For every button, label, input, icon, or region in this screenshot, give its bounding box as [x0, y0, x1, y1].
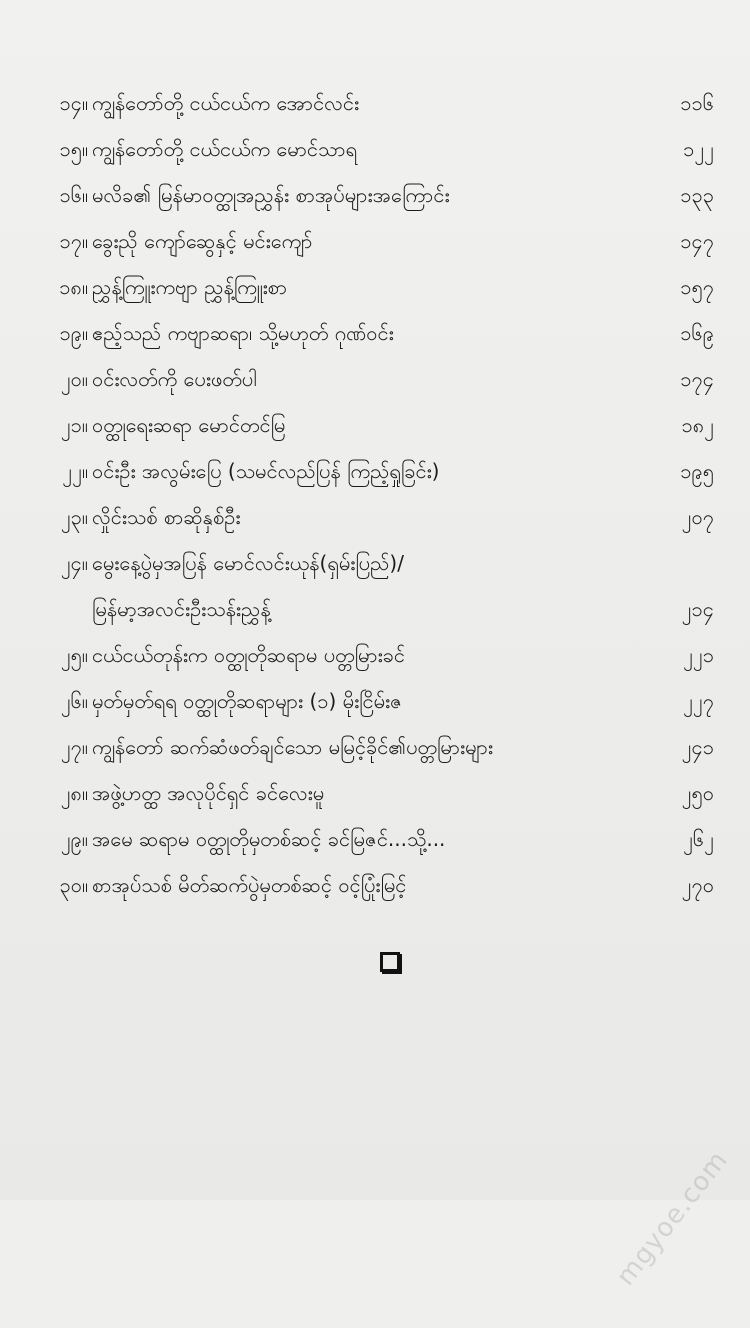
toc-entry-title	[92, 80, 652, 126]
toc-entry-page-number: ၁၈၂	[681, 413, 714, 437]
toc-entry-page-number: ၂၇၀	[681, 873, 714, 897]
toc-entry-title	[92, 126, 652, 172]
toc-entry-page-number: ၁၁၆	[680, 91, 714, 115]
toc-entry-title	[92, 402, 652, 448]
toc-entry-number: ၁၆။	[59, 183, 88, 207]
toc-entry-title-line: ကျွန်တော်တို့ ငယ်ငယ်က မောင်သာရ	[92, 137, 358, 161]
toc-entry-title-line: မလိခ၏ မြန်မာ၀တ္ထုအညွှန်း စာအုပ်များအကြောင်း	[92, 183, 450, 207]
toc-entry-page-number: ၁၆၉	[680, 321, 714, 345]
toc-entry-title	[92, 770, 652, 816]
toc-entry-page-number: ၂၀၇	[681, 505, 714, 529]
toc-entry-number: ၁၅။	[59, 137, 88, 161]
toc-entry-number: ၂၃။	[60, 505, 88, 529]
toc-entry-title-line: ဝတ္ထုရေးဆရာ မောင်တင်မြ	[92, 413, 286, 437]
toc-entry	[0, 402, 750, 448]
toc-entry-page-number: ၂၆၂	[683, 827, 714, 851]
toc-entry	[0, 494, 750, 540]
toc-entry-title-line: ကျွန်တော် ဆက်ဆံဖတ်ချင်သော မမြင့်ခိုင်၏ပတ္တမြားများ	[92, 735, 493, 759]
toc-entry	[0, 264, 750, 310]
toc-entry-page-number: ၂၁၄	[681, 597, 714, 621]
toc-entry-title-line: ဝင်းဦး အလွမ်းပြေ (သမင်လည်ပြန် ကြည့်ရှုခြင်း)	[92, 459, 440, 483]
toc-entry-title	[92, 724, 652, 770]
toc-entry	[0, 126, 750, 172]
toc-entry-page-number: ၂၂၁	[683, 643, 714, 667]
toc-entry-number: ၁၉။	[59, 321, 88, 345]
toc-entry-title-line: မြန်မာ့အလင်းဦးသန်းညွှန့်	[92, 597, 271, 621]
toc-entry	[0, 310, 750, 356]
toc-entry-title	[92, 264, 652, 310]
toc-entry	[0, 632, 750, 678]
toc-entry-page-number: ၁၂၂	[683, 137, 714, 161]
toc-entry-number: ၁၈။	[59, 275, 88, 299]
toc-entry-title-line: ခွေးညို ကျော်ဆွေနှင့် မင်းကျော်	[92, 229, 313, 253]
toc-entry	[0, 172, 750, 218]
toc-entry-title-line: အမေ ဆရာမ ဝတ္ထုတိုမှတစ်ဆင့် ခင်မြဇင်...သို့...	[92, 827, 446, 851]
toc-entry	[0, 540, 750, 632]
toc-entry	[0, 448, 750, 494]
toc-entry-number: ၂၁။	[60, 413, 88, 437]
toc-entry-page-number: ၁၉၅	[680, 459, 714, 483]
toc-entry-title-line: ဧည့်သည် ကဗျာဆရာ၊ သို့မဟုတ် ဂုဏ်ဝင်း	[92, 321, 394, 345]
toc-entry-title-line: မှတ်မှတ်ရရ ဝတ္ထုတိုဆရာများ (၁) မိုးငြိမ်းဇ	[92, 689, 403, 713]
square-bullet-icon	[380, 952, 400, 972]
toc-entry	[0, 862, 750, 908]
toc-entry-title-line: မွေးနေ့ပွဲမှအပြန် မောင်လင်းယုန်(ရှမ်းပြည်)/	[92, 551, 404, 575]
toc-entry	[0, 724, 750, 770]
toc-entry-title	[92, 540, 652, 632]
toc-entry-number: ၁၄။	[59, 91, 88, 115]
toc-entry-title-line: ကျွန်တော်တို့ ငယ်ငယ်က အောင်လင်း	[92, 91, 360, 115]
toc-entry-number: ၂၆။	[60, 689, 88, 713]
toc-entry-title-line: အဖွဲ့ဟတ္ထ အလုပိုင်ရှင် ခင်လေးမူ	[92, 781, 325, 805]
toc-entry-number: ၂၅။	[60, 643, 88, 667]
toc-entry-title	[92, 632, 652, 678]
toc-entry-title	[92, 494, 652, 540]
toc-entry	[0, 218, 750, 264]
toc-entry-title	[92, 678, 652, 724]
toc-entry-page-number: ၁၄၇	[680, 229, 714, 253]
toc-entry-page-number: ၁၇၄	[680, 367, 714, 391]
toc-entry-page-number: ၁၃၃	[680, 183, 714, 207]
toc-entry-title-line: ညွှန့်ကြူးကဗျာ ညွှန့်ကြူးစာ	[92, 275, 288, 299]
watermark: mgyoe.com	[610, 1145, 735, 1292]
toc-entry-number: ၂၇။	[60, 735, 88, 759]
toc-entry	[0, 678, 750, 724]
toc-entry-title-line: စာအုပ်သစ် မိတ်ဆက်ပွဲမှတစ်ဆင့် ဝင့်ပြုံးမြင့်	[92, 873, 407, 897]
toc-entry-title	[92, 310, 652, 356]
toc-entry-title-line: ဝင်းလတ်ကို ပေးဖတ်ပါ	[92, 367, 257, 391]
toc-entry-page-number: ၂၄၁	[681, 735, 714, 759]
toc-entry-title	[92, 172, 652, 218]
toc-entry-title-line: လှိုင်းသစ် စာဆိုနှစ်ဦး	[92, 505, 241, 529]
toc-entry-title	[92, 816, 652, 862]
toc-entry-number: ၂၄။	[60, 551, 88, 575]
toc-entry-number: ၂၀။	[60, 367, 88, 391]
table-of-contents	[0, 80, 750, 908]
toc-entry-page-number: ၁၅၇	[680, 275, 714, 299]
toc-entry-number: ၃၀။	[59, 873, 88, 897]
toc-entry	[0, 80, 750, 126]
toc-entry	[0, 770, 750, 816]
toc-entry-page-number: ၂၂၇	[683, 689, 714, 713]
toc-entry-title	[92, 448, 652, 494]
toc-entry-title-line: ငယ်ငယ်တုန်းက ဝတ္ထုတိုဆရာမ ပတ္တမြားခင်	[92, 643, 406, 667]
toc-entry-title	[92, 862, 652, 908]
toc-entry-number: ၁၇။	[59, 229, 88, 253]
toc-entry	[0, 816, 750, 862]
toc-entry-number: ၂၈။	[60, 781, 88, 805]
toc-entry-page-number: ၂၅၀	[681, 781, 714, 805]
toc-entry-title	[92, 218, 652, 264]
toc-entry-number: ၂၂။	[62, 459, 88, 483]
toc-entry	[0, 356, 750, 402]
toc-entry-number: ၂၉။	[60, 827, 88, 851]
toc-entry-title	[92, 356, 652, 402]
